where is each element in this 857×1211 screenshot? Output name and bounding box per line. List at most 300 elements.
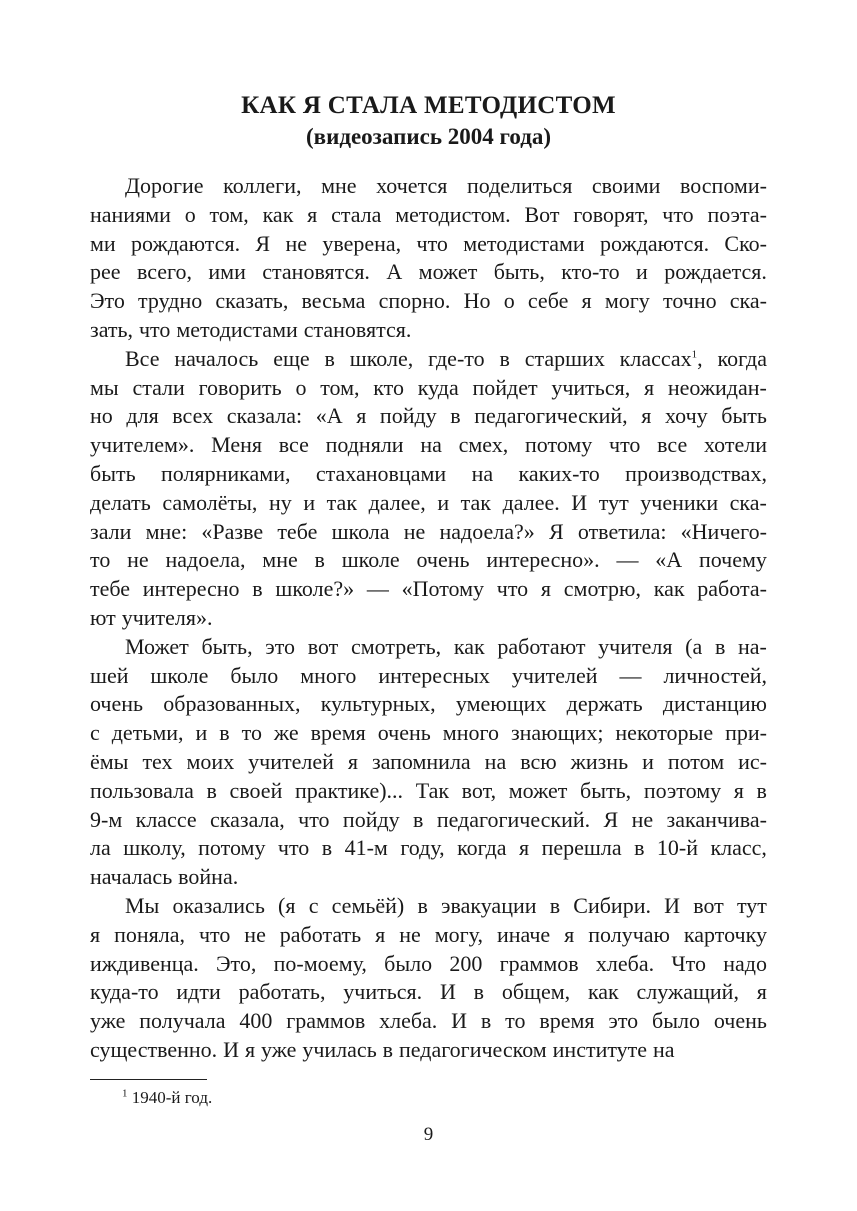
word: школе, [349, 345, 414, 371]
word: в [480, 1008, 492, 1034]
word: как [262, 201, 294, 227]
word: на [652, 1036, 675, 1062]
word: работать, [238, 979, 326, 1005]
word: класс, [710, 835, 767, 861]
word: ют [90, 604, 116, 630]
word: мне: [145, 518, 188, 544]
word: коллеги, [223, 173, 302, 198]
word: Это [90, 288, 125, 314]
text-line [90, 690, 767, 719]
word: своими [591, 173, 661, 198]
word: как [653, 576, 685, 602]
word: воспоми- [680, 173, 767, 198]
word: культурных, [320, 691, 436, 717]
word: рождаются. [600, 230, 710, 256]
word: потому [525, 432, 593, 458]
word: мне [321, 173, 357, 198]
word: всю [520, 748, 557, 774]
text-line [90, 633, 767, 662]
text-line [90, 316, 767, 345]
word: потому [198, 835, 266, 861]
text-line [90, 575, 767, 604]
paragraph [90, 172, 767, 345]
word: тут [736, 892, 767, 918]
word: уверена, [322, 230, 402, 256]
word: быть, [201, 633, 253, 659]
word: ответила: [577, 518, 667, 544]
word: я [307, 201, 318, 227]
word: каких-то [518, 460, 600, 486]
word: Мы [125, 892, 160, 918]
word: вот [307, 633, 339, 659]
word: идти [176, 979, 221, 1005]
body-text [90, 172, 767, 1065]
word: неожидан- [667, 374, 767, 400]
word: в [382, 1036, 394, 1062]
word: (я [278, 892, 296, 918]
footnote-divider [90, 1079, 207, 1080]
word: в [549, 892, 561, 918]
word: быть [721, 403, 767, 429]
word: граммов [286, 1008, 366, 1034]
word: учителем». [90, 432, 195, 458]
text-line [90, 345, 767, 374]
word: заканчива- [666, 806, 767, 832]
word: потом [667, 748, 725, 774]
word: уже [90, 1008, 126, 1034]
word: смотреть, [350, 633, 442, 659]
word: Я [603, 806, 619, 832]
text-line [90, 604, 767, 633]
word: «Разве [201, 518, 264, 544]
word: как [453, 633, 485, 659]
word: что [609, 432, 641, 458]
word: о [295, 374, 307, 400]
word: Что [671, 950, 706, 976]
text-line [90, 777, 767, 806]
word: существенно. [90, 1036, 218, 1062]
word: училась [302, 1036, 377, 1062]
word: дистанцию [662, 691, 767, 717]
word: то [241, 720, 262, 746]
word: ну [268, 489, 292, 515]
word: учиться. [343, 979, 423, 1005]
word: — [366, 576, 389, 602]
word: «А [655, 547, 683, 573]
word: И [439, 979, 456, 1005]
word: становятся. [303, 316, 412, 342]
word: не [403, 518, 426, 544]
word: школу, [123, 835, 186, 861]
word: подняли [325, 432, 404, 458]
word: году, [400, 835, 445, 861]
word: Сибири. [573, 892, 651, 918]
word: учителя [598, 633, 673, 659]
word: при- [725, 720, 767, 746]
word: надо [723, 950, 767, 976]
word: 41-м [344, 835, 388, 861]
word: началась [90, 864, 173, 890]
word: пойду [379, 403, 437, 429]
word: я [641, 403, 652, 429]
word: зали [90, 518, 132, 544]
word: в [714, 633, 726, 659]
word: очень [90, 691, 144, 717]
text-line [90, 201, 767, 230]
text-line [90, 230, 767, 259]
word: И [223, 1036, 240, 1062]
word: кто-то [561, 259, 620, 285]
word: пойдет [472, 374, 538, 400]
word: что [198, 921, 231, 947]
word: точно [663, 288, 717, 314]
word: время [539, 1008, 595, 1034]
word: то [505, 1008, 526, 1034]
word: поэтому [643, 777, 722, 803]
word: я [244, 1036, 256, 1062]
text-line [90, 834, 767, 863]
word: получала [139, 1008, 226, 1034]
word: учителя». [121, 604, 213, 630]
word: тех [142, 748, 173, 774]
word: не [244, 921, 266, 947]
word: я [564, 921, 575, 947]
word: образованных, [163, 691, 301, 717]
text-line [90, 431, 767, 460]
word: полярниками, [161, 460, 291, 486]
word: эвакуации [441, 892, 537, 918]
word: мне [262, 547, 298, 573]
word: что [496, 576, 529, 602]
word: далее, [368, 489, 426, 515]
paragraph [90, 892, 767, 1065]
word: «Потому [401, 576, 485, 602]
text-line [90, 460, 767, 489]
word: работают [497, 633, 586, 659]
word: так [460, 489, 491, 515]
word: куда [417, 374, 459, 400]
text-line [90, 518, 767, 547]
word: было [384, 950, 433, 976]
word: надоела, [165, 547, 246, 573]
word: много [300, 662, 357, 688]
word: я [581, 288, 592, 314]
word: вот, [461, 777, 497, 803]
word: в [324, 345, 335, 371]
word: еще [273, 345, 310, 371]
word: Я [548, 518, 564, 544]
word: все [657, 432, 688, 458]
word: я [733, 777, 744, 803]
word: смех, [458, 432, 509, 458]
word: война. [178, 864, 239, 890]
word: с [90, 720, 100, 746]
word: работать [279, 921, 362, 947]
word: — [616, 547, 639, 573]
word: говорить [198, 374, 282, 400]
word: личностей, [663, 662, 767, 688]
text-line [90, 546, 767, 575]
word: «Ничего- [680, 518, 767, 544]
word: умеющих [455, 691, 547, 717]
word: ис- [738, 748, 767, 774]
word: ученики [640, 489, 719, 515]
word: быть, [580, 777, 632, 803]
word: сказала, [210, 806, 285, 832]
text-line [90, 892, 767, 921]
word: и [636, 259, 648, 285]
word: спорно. [378, 288, 451, 314]
word: Так [415, 777, 450, 803]
word: детьми, [111, 720, 184, 746]
word: в [756, 777, 767, 803]
word: Дорогие [125, 173, 204, 198]
word: получаю [588, 921, 670, 947]
word: как [587, 979, 619, 1005]
word: стахановцами [315, 460, 447, 486]
footnote-text: 1940-й год. [131, 1088, 213, 1107]
word: держать [566, 691, 643, 717]
word: надоела?» [439, 518, 535, 544]
word: тут [598, 489, 629, 515]
word: стали [132, 374, 185, 400]
word: И [451, 1008, 468, 1034]
word: и [642, 748, 654, 774]
word: интересно [142, 576, 240, 602]
word: рее [90, 259, 121, 285]
text-line [90, 402, 767, 431]
word: много [442, 720, 499, 746]
word: школа [331, 518, 390, 544]
text-line [90, 1007, 767, 1036]
word: самолёты, [162, 489, 258, 515]
word: не [127, 547, 149, 573]
word: себе [527, 288, 569, 314]
paragraph [90, 633, 767, 892]
word: что [138, 316, 171, 342]
word: и [437, 489, 450, 515]
word: И [664, 892, 681, 918]
word: ёмы [90, 748, 129, 774]
word: работа- [697, 576, 767, 602]
word: Ско- [724, 230, 767, 256]
word: очень [377, 720, 431, 746]
word: не [631, 806, 654, 832]
word: пойду [342, 806, 400, 832]
text-line [90, 287, 767, 316]
word: делать [90, 489, 151, 515]
word: могу, [434, 921, 483, 947]
word: учителей [248, 748, 334, 774]
word: педагогический, [474, 403, 628, 429]
text-line [90, 374, 767, 403]
word: трудно [138, 288, 203, 314]
word: быть [90, 460, 136, 486]
word: на [484, 748, 507, 774]
chapter-subtitle: (видеозапись 2004 года) [306, 124, 551, 149]
word: сказать, [215, 288, 289, 314]
word: в [314, 547, 325, 573]
word: уже [261, 1036, 297, 1062]
word: смотрю, [563, 576, 641, 602]
word: А [386, 259, 403, 285]
word: интересных [378, 662, 490, 688]
word: хлеба. [379, 1008, 438, 1034]
word: 10-й [656, 835, 699, 861]
word: наниями [90, 201, 171, 227]
word: старших [524, 345, 605, 371]
word: ми [90, 230, 116, 256]
word: в [634, 835, 645, 861]
word: учиться, [551, 374, 631, 400]
word: о [503, 288, 515, 314]
word: это [265, 633, 296, 659]
word: запомнила [371, 748, 471, 774]
word: интересно». [486, 547, 600, 573]
word: в [499, 345, 510, 371]
word: шей [90, 662, 129, 688]
word: практике)... [294, 777, 404, 803]
word: по-моему, [273, 950, 367, 976]
word: это [608, 1008, 639, 1034]
text-line [90, 1036, 767, 1065]
word: классах$^1$, [619, 345, 703, 371]
word: не [399, 921, 421, 947]
word: Я [255, 230, 271, 256]
word: ска- [729, 288, 767, 314]
word: стала [331, 201, 382, 227]
word: производствах, [625, 460, 767, 486]
word: в [252, 576, 263, 602]
word: ла [90, 835, 111, 861]
word: очень [416, 547, 470, 573]
word: что [298, 806, 330, 832]
word: что [416, 230, 448, 256]
word: И [571, 489, 588, 515]
text-line [90, 719, 767, 748]
word: институте [552, 1036, 648, 1062]
word: и [303, 489, 316, 515]
word: в [206, 777, 217, 803]
word: Это, [216, 950, 257, 976]
word: хочется [376, 173, 448, 198]
word: том, [209, 201, 249, 227]
word: ска- [729, 489, 767, 515]
word: я [643, 374, 655, 400]
text-line [90, 863, 767, 892]
word: граммов [499, 950, 579, 976]
word: о [184, 201, 196, 227]
page-number: 9 [423, 1124, 434, 1145]
word: своей [229, 777, 283, 803]
word: тебе [277, 518, 318, 544]
word: поделиться [466, 173, 573, 198]
text-line [90, 258, 767, 287]
word: 400 [239, 1008, 273, 1034]
word: поэта- [707, 201, 767, 227]
word: методистом. [395, 201, 511, 227]
word: очень [713, 1008, 767, 1034]
word: общем, [501, 979, 571, 1005]
word: для [126, 403, 159, 429]
word: в [219, 720, 230, 746]
word: началось [174, 345, 259, 371]
word: моих [186, 748, 235, 774]
word: некоторые [615, 720, 714, 746]
word: тебе [90, 576, 131, 602]
word: рождаются. [131, 230, 241, 256]
chapter-title: КАК Я СТАЛА МЕТОДИСТОМ [241, 92, 616, 119]
word: Но [463, 288, 491, 314]
word: время [310, 720, 366, 746]
text-line [90, 748, 767, 777]
word: 9-м [90, 806, 123, 832]
word: на [420, 432, 442, 458]
word: педагогический. [436, 806, 591, 832]
word: методистами [463, 230, 585, 256]
word: не [285, 230, 307, 256]
word: 200 [449, 950, 483, 976]
text-line [90, 489, 767, 518]
word: на [471, 460, 494, 486]
word: Все [125, 345, 160, 371]
word: становятся. [262, 259, 370, 285]
word: хочу [664, 403, 708, 429]
word: я [90, 921, 101, 947]
word: хотели [703, 432, 767, 458]
word: в [473, 979, 485, 1005]
word: всего, [136, 259, 192, 285]
word: (а [685, 633, 703, 659]
word: учителей [511, 662, 598, 688]
word: мы [90, 374, 119, 400]
text-line [90, 172, 767, 201]
footnote-marker: 1 [122, 1087, 128, 1100]
footnote [122, 1088, 212, 1108]
word: что [662, 201, 694, 227]
word: иначе [496, 921, 551, 947]
word: служащий, [636, 979, 739, 1005]
word: классе [135, 806, 197, 832]
word: иждивенца. [90, 950, 199, 976]
word: «А [315, 403, 343, 429]
word: где-то [428, 345, 485, 371]
word: рождается. [664, 259, 767, 285]
word: Вот [524, 201, 560, 227]
word: том, [320, 374, 360, 400]
word: Может [125, 633, 189, 659]
paragraph [90, 345, 767, 633]
word: когда [717, 345, 767, 371]
footnote-reference: 1 [691, 348, 698, 361]
word: быть, [493, 259, 545, 285]
word: может [508, 777, 568, 803]
text-line [90, 662, 767, 691]
word: что [277, 835, 310, 861]
word: я [356, 403, 367, 429]
word: может [418, 259, 478, 285]
word: то [90, 547, 111, 573]
word: так [326, 489, 358, 515]
word: я [347, 748, 358, 774]
word: поняла, [114, 921, 185, 947]
word: я [756, 979, 767, 1005]
word: далее. [502, 489, 560, 515]
text-line [90, 978, 767, 1007]
word: всех [172, 403, 214, 429]
word: могу [604, 288, 650, 314]
text-line [90, 806, 767, 835]
